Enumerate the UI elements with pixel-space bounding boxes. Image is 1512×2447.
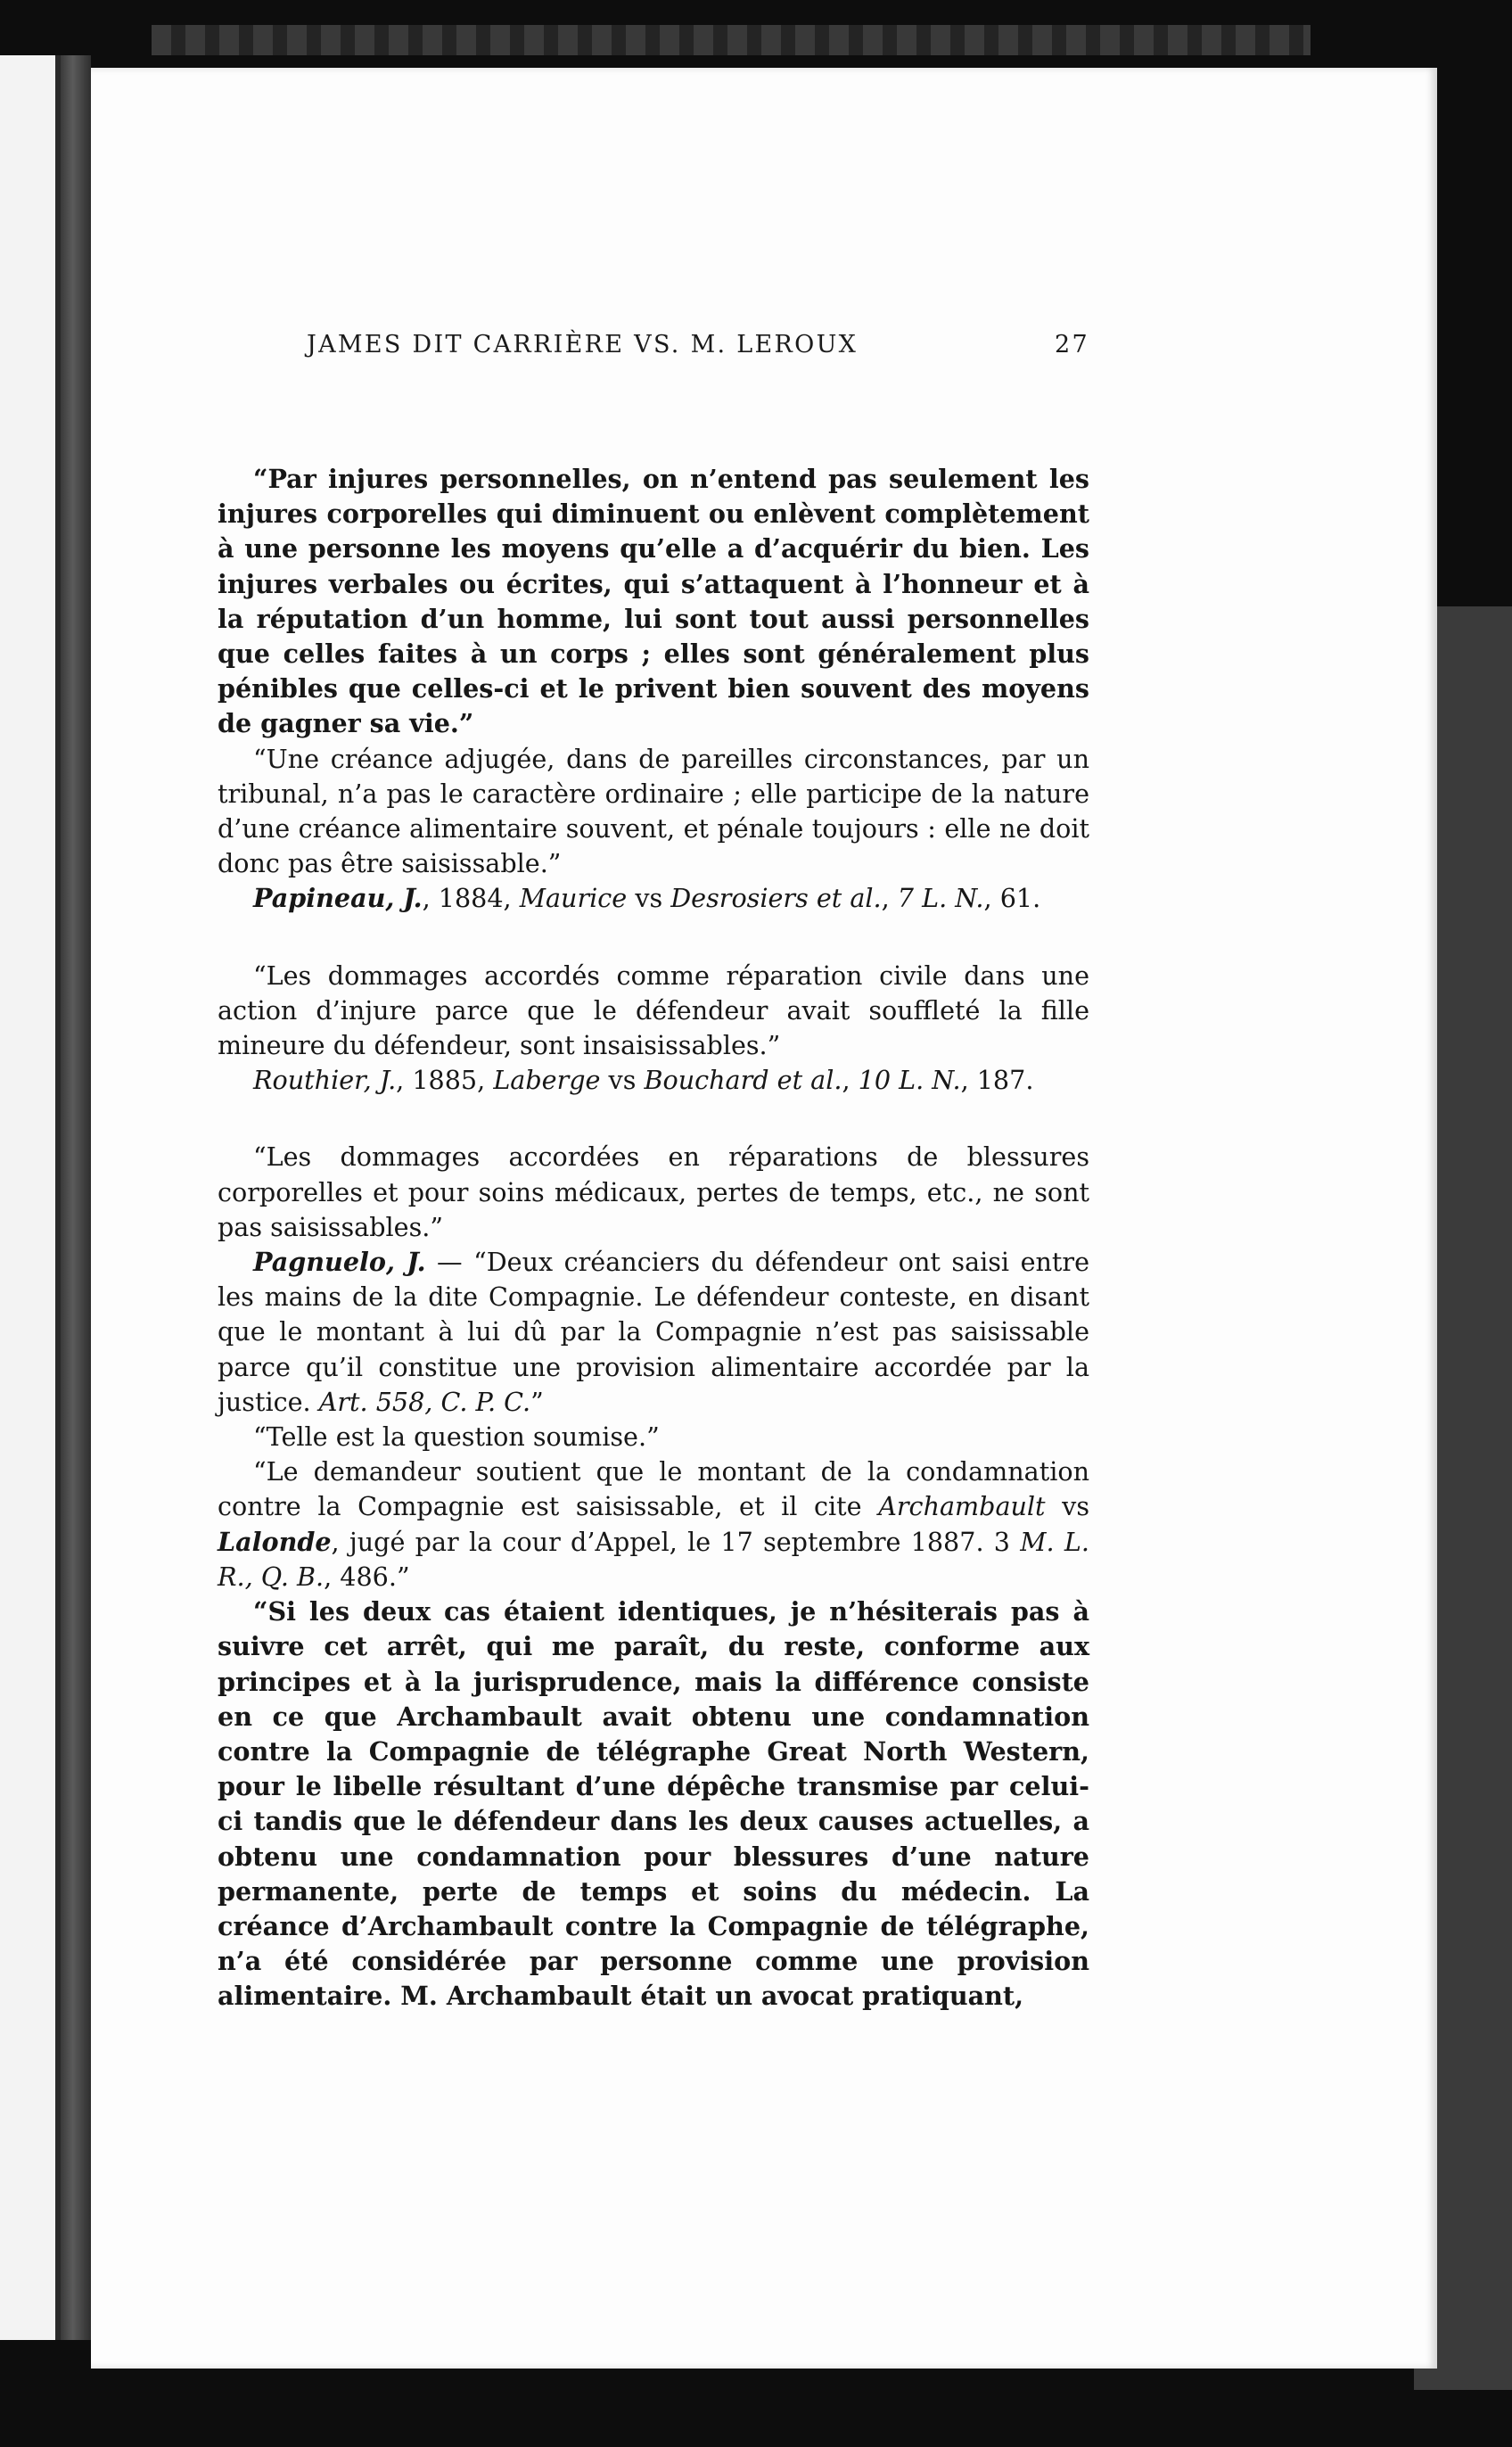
- case-name: Archambault: [878, 1491, 1046, 1522]
- citation-vs: vs: [600, 1065, 645, 1096]
- paragraph: “Si les deux cas étaient identiques, je n’hésiterais pas à suivre cet arrêt, qui me paraît, du reste, conforme aux principes et à la jurisprudence, mais la différence consiste en ce que Archambault avait obtenu une condamnation contre la Compagnie de télégraphe Great North Western, pour le libelle résultant d’une dépêche transmise par celui-ci tandis que le défendeur dans les deux causes actuelles, a obtenu une condamnation pour blessures d’une nature permanente, perte de temps et soins du médecin. La créance d’Archambault contre la Compagnie de télégraphe, n’a été considérée par personne comme une provision alimentaire. M. Archambault était un avocat pratiquant,: [218, 1596, 1089, 2012]
- paragraph-text: — “Deux créanciers du défendeur ont saisi entre les mains de la dite Compagnie. Le défendeur conteste, en disant que le montant à lui dû par la Compagnie n’est pas saisissable parce qu’il constitue une provision alimentaire accordée par la justice.: [218, 1247, 1089, 1417]
- citation-plaintiff: Laberge: [493, 1065, 601, 1096]
- citation-page: , 61.: [983, 883, 1041, 914]
- case-vs: vs: [1045, 1491, 1090, 1522]
- paragraph-text: , jugé par la cour d’Appel, le 17 septembre 1887. 3: [331, 1526, 1021, 1557]
- paragraph: “Les dommages accordés comme réparation civile dans une action d’injure parce que le défendeur avait souffleté la fille mineure du défendeur, sont insaisissables.”: [218, 960, 1089, 1061]
- page-number: 27: [1055, 331, 1089, 358]
- citation-plaintiff: Maurice: [519, 883, 628, 914]
- citation-defendant: Bouchard et al.: [644, 1065, 842, 1096]
- citation-year: , 1885,: [396, 1065, 494, 1096]
- citation: [218, 881, 1089, 916]
- citation-judge: Routhier, J.: [253, 1065, 397, 1096]
- citation-judge: Papineau, J.: [253, 883, 423, 914]
- citation-sep: ,: [842, 1065, 859, 1096]
- case-name: Lalonde: [218, 1526, 332, 1557]
- citation-vs: vs: [627, 883, 671, 914]
- paragraph: “Une créance adjugée, dans de pareilles circonstances, par un tribunal, n’a pas le caractère ordinaire ; elle participe de la nature d’une créance alimentaire souvent, et pénale toujours : elle ne doit donc pas être saisissable.”: [218, 743, 1089, 879]
- running-title: JAMES DIT CARRIÈRE VS. M. LEROUX: [307, 331, 859, 358]
- closing-quote: ”: [530, 1386, 544, 1417]
- citation-year: , 1884,: [422, 883, 520, 914]
- article-reference: Art. 558, C. P. C.: [318, 1386, 531, 1417]
- scan-top-edge: [152, 25, 1311, 55]
- facing-page-edge: [0, 55, 61, 2340]
- book-spine: [61, 55, 91, 2340]
- citation-report: 10 L. N.: [858, 1065, 961, 1096]
- paragraph: [218, 1454, 1089, 1594]
- paragraph-text: , 486.”: [324, 1561, 410, 1592]
- citation-defendant: Desrosiers et al.: [670, 883, 882, 914]
- citation-report: 7 L. N.: [897, 883, 984, 914]
- page-body: [218, 462, 1089, 2014]
- citation-page: , 187.: [960, 1065, 1034, 1096]
- paragraph: [218, 1245, 1089, 1420]
- judge-name: Pagnuelo, J.: [253, 1247, 426, 1278]
- paragraph: “Les dommages accordées en réparations de blessures corporelles et pour soins médicaux, pertes de temps, etc., ne sont pas saisissables.”: [218, 1141, 1089, 1242]
- paragraph: “Telle est la question soumise.”: [253, 1421, 660, 1453]
- paragraph-text: “Le demandeur soutient que le montant de la condamnation contre la Compagnie est saisissable, et il cite: [218, 1456, 1089, 1522]
- report-reference: M. L. R., Q. B.: [218, 1526, 1089, 1592]
- paragraph: “Par injures personnelles, on n’entend pas seulement les injures corporelles qui diminuent ou enlèvent complètement à une personne les moyens qu’elle a d’acquérir du bien. Les injures verbales ou écrites, qui s’attaquent à l’honneur et à la réputation d’un homme, lui sont tout aussi personnelles que celles faites à un corps ; elles sont généralement plus pénibles que celles-ci et le privent bien souvent des moyens de gagner sa vie.”: [218, 464, 1089, 739]
- citation-sep: ,: [881, 883, 898, 914]
- citation: [218, 1063, 1089, 1098]
